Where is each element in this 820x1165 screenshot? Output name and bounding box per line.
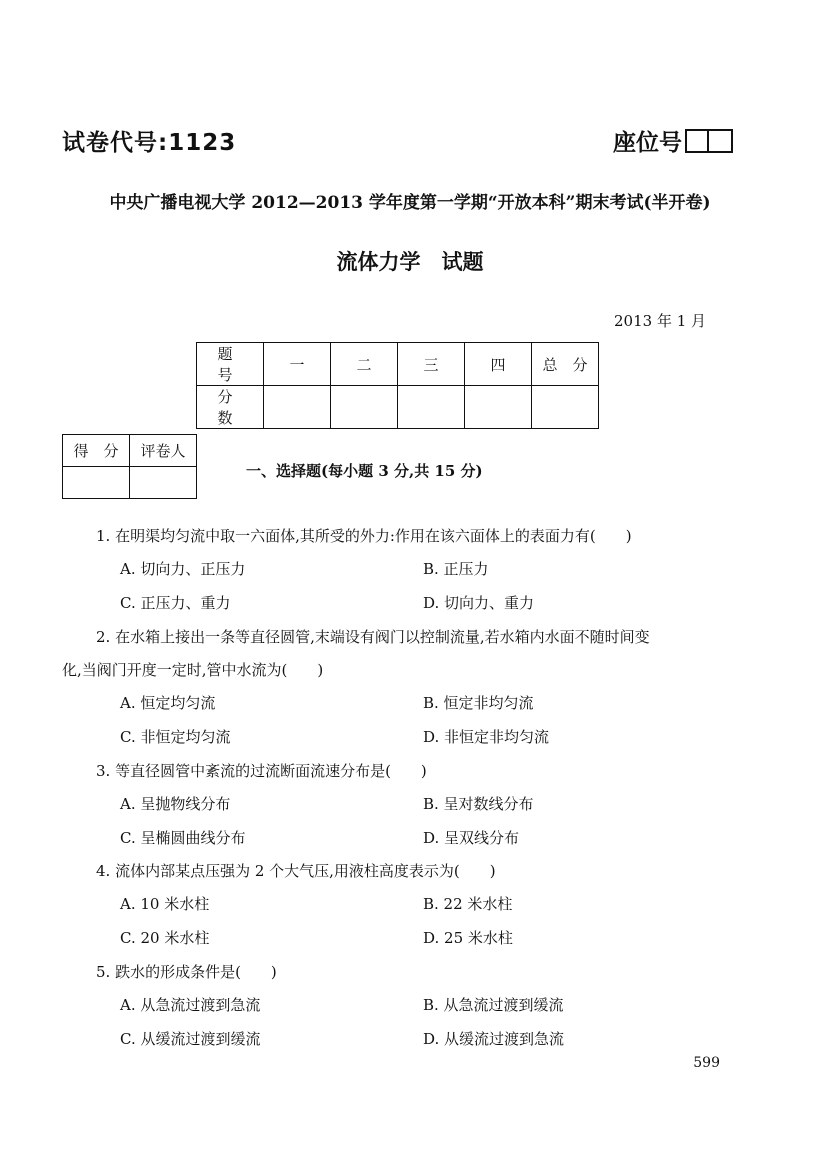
score-table-row-label: 分 数	[197, 386, 264, 429]
score-table-row-label: 题 号	[197, 343, 264, 386]
score-table-score-row	[197, 386, 599, 429]
seat-box	[709, 129, 733, 153]
option-d: D. 从缓流过渡到急流	[423, 1030, 565, 1048]
option-a: A. 呈抛物线分布	[120, 795, 231, 813]
seat-boxes	[685, 129, 733, 153]
option-c: C. 从缓流过渡到缓流	[120, 1030, 261, 1048]
option-a: A. 从急流过渡到急流	[120, 996, 261, 1014]
score-table-header-row	[197, 343, 599, 386]
option-c: C. 呈椭圆曲线分布	[120, 829, 246, 847]
option-b: B. 从急流过渡到缓流	[423, 996, 564, 1014]
grader-score-label: 得 分	[63, 435, 130, 467]
option-b: B. 22 米水柱	[423, 895, 513, 913]
paper-code: 试卷代号:1123	[62, 130, 237, 156]
seat-label: 座位号	[613, 130, 682, 156]
section-heading: 一、选择题(每小题 3 分,共 15 分)	[246, 462, 483, 480]
option-b: B. 正压力	[423, 560, 489, 578]
grader-table-header-row	[63, 435, 197, 467]
score-table-col-total: 总 分	[532, 343, 599, 386]
option-b: B. 恒定非均匀流	[423, 694, 534, 712]
score-table-col-1: 一	[264, 343, 331, 386]
option-b: B. 呈对数线分布	[423, 795, 534, 813]
option-a: A. 恒定均匀流	[120, 694, 216, 712]
score-cell	[331, 386, 398, 429]
grader-table-blank-row	[63, 467, 197, 499]
score-table	[196, 342, 599, 429]
seat-box	[685, 129, 709, 153]
score-cell	[532, 386, 599, 429]
option-d: D. 呈双线分布	[423, 829, 520, 847]
score-table-col-3: 三	[398, 343, 465, 386]
question-stem: 5. 跌水的形成条件是( )	[96, 963, 277, 981]
option-c: C. 正压力、重力	[120, 594, 231, 612]
question-stem: 4. 流体内部某点压强为 2 个大气压,用液柱高度表示为( )	[96, 862, 496, 880]
grader-name-label: 评卷人	[130, 435, 197, 467]
score-cell	[398, 386, 465, 429]
exam-title: 流体力学 试题	[336, 250, 484, 274]
option-a: A. 10 米水柱	[120, 895, 210, 913]
score-table-col-2: 二	[331, 343, 398, 386]
exam-name: 中央广播电视大学 2012—2013 学年度第一学期“开放本科”期末考试(半开卷)	[109, 193, 711, 213]
page-number: 599	[693, 1055, 720, 1071]
question-stem: 2. 在水箱上接出一条等直径圆管,末端设有阀门以控制流量,若水箱内水面不随时间变	[96, 628, 650, 646]
option-d: D. 25 米水柱	[423, 929, 513, 947]
score-cell	[264, 386, 331, 429]
score-table-col-4: 四	[465, 343, 532, 386]
option-d: D. 切向力、重力	[423, 594, 535, 612]
question-stem-continued: 化,当阀门开度一定时,管中水流为( )	[62, 661, 324, 679]
question-stem: 3. 等直径圆管中紊流的过流断面流速分布是( )	[96, 762, 427, 780]
option-a: A. 切向力、正压力	[120, 560, 246, 578]
seat-number-field	[613, 124, 733, 157]
option-d: D. 非恒定非均匀流	[423, 728, 550, 746]
score-cell	[465, 386, 532, 429]
grader-table	[62, 434, 197, 499]
option-c: C. 非恒定均匀流	[120, 728, 231, 746]
grader-name-cell	[130, 467, 197, 499]
option-c: C. 20 米水柱	[120, 929, 210, 947]
question-stem: 1. 在明渠均匀流中取一六面体,其所受的外力:作用在该六面体上的表面力有( )	[96, 527, 632, 545]
grader-score-cell	[63, 467, 130, 499]
exam-date: 2013 年 1 月	[614, 312, 707, 330]
